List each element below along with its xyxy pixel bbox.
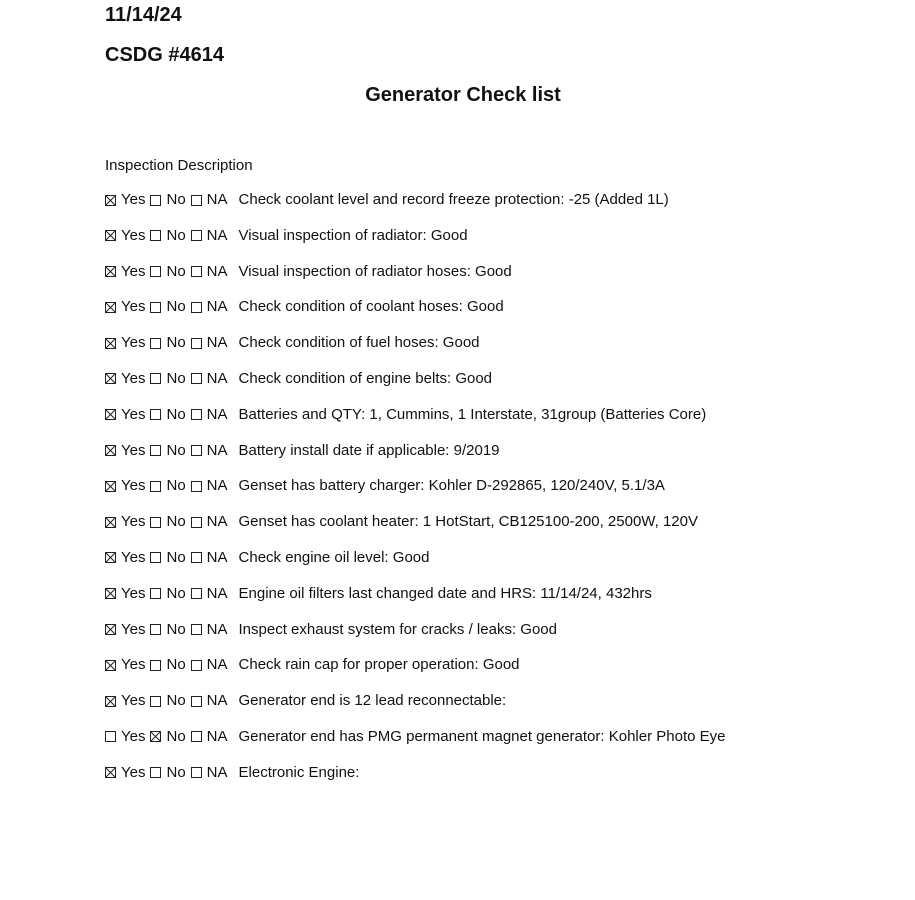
unchecked-box-icon[interactable] bbox=[191, 517, 202, 528]
option-label: No bbox=[166, 620, 186, 638]
checklist-item bbox=[105, 191, 905, 227]
option-label: No bbox=[166, 405, 186, 423]
item-description: Check coolant level and record freeze protection: -25 (Added 1L) bbox=[238, 191, 669, 208]
item-description: Visual inspection of radiator hoses: Good bbox=[238, 262, 512, 280]
option-label: No bbox=[166, 727, 186, 745]
unchecked-box-icon[interactable] bbox=[191, 338, 202, 349]
option-label: Yes bbox=[121, 441, 146, 459]
option-label: Yes bbox=[121, 262, 146, 280]
option-na bbox=[191, 477, 228, 495]
option-no bbox=[150, 513, 185, 531]
unchecked-box-icon[interactable] bbox=[150, 552, 161, 563]
checklist-item bbox=[105, 227, 905, 263]
checked-box-icon[interactable] bbox=[105, 230, 116, 241]
checklist-item bbox=[105, 370, 905, 406]
option-label: No bbox=[166, 191, 186, 208]
option-yes bbox=[105, 692, 145, 710]
option-label: NA bbox=[206, 262, 228, 280]
option-yes bbox=[105, 549, 145, 567]
option-no bbox=[150, 334, 185, 352]
option-label: No bbox=[166, 477, 186, 495]
option-label: NA bbox=[206, 369, 228, 387]
option-label: No bbox=[166, 369, 186, 387]
option-yes bbox=[105, 298, 145, 316]
option-no bbox=[150, 621, 185, 639]
item-description: Check condition of coolant hoses: Good bbox=[238, 298, 504, 316]
item-description: Batteries and QTY: 1, Cummins, 1 Interstate, 31group (Batteries Core) bbox=[238, 405, 707, 423]
option-label: Yes bbox=[121, 191, 146, 208]
option-no bbox=[150, 692, 185, 710]
checked-box-icon[interactable] bbox=[105, 409, 116, 420]
option-label: No bbox=[166, 226, 186, 244]
option-na bbox=[191, 442, 228, 460]
option-label: Yes bbox=[121, 334, 146, 352]
option-yes bbox=[105, 406, 145, 424]
option-yes bbox=[105, 621, 145, 639]
item-description: Electronic Engine: bbox=[238, 763, 360, 781]
option-label: NA bbox=[206, 298, 228, 316]
checked-box-icon[interactable] bbox=[105, 660, 116, 671]
unchecked-box-icon[interactable] bbox=[150, 338, 161, 349]
option-label: NA bbox=[206, 656, 228, 674]
option-label: No bbox=[166, 763, 186, 781]
unchecked-box-icon[interactable] bbox=[191, 660, 202, 671]
checklist-item bbox=[105, 513, 905, 549]
document-date: 11/14/24 bbox=[105, 4, 182, 26]
checklist-item bbox=[105, 406, 905, 442]
option-yes bbox=[105, 334, 145, 352]
item-description: Genset has battery charger: Kohler D-292865, 120/240V, 5.1/3A bbox=[238, 477, 665, 495]
unchecked-box-icon[interactable] bbox=[150, 409, 161, 420]
checked-box-icon[interactable] bbox=[105, 767, 116, 778]
checklist-item bbox=[105, 334, 905, 370]
unchecked-box-icon[interactable] bbox=[191, 588, 202, 599]
unchecked-box-icon[interactable] bbox=[150, 767, 161, 778]
option-yes bbox=[105, 191, 145, 209]
unchecked-box-icon[interactable] bbox=[191, 552, 202, 563]
checklist-item bbox=[105, 442, 905, 478]
checked-box-icon[interactable] bbox=[105, 696, 116, 707]
option-label: NA bbox=[206, 441, 228, 459]
unchecked-box-icon[interactable] bbox=[150, 624, 161, 635]
option-yes bbox=[105, 442, 145, 460]
option-label: NA bbox=[206, 620, 228, 638]
checklist-item bbox=[105, 728, 905, 764]
unchecked-box-icon[interactable] bbox=[191, 624, 202, 635]
section-label: Inspection Description bbox=[105, 157, 253, 174]
item-description: Generator end has PMG permanent magnet generator: Kohler Photo Eye bbox=[238, 727, 726, 745]
option-label: Yes bbox=[121, 727, 146, 745]
checklist-item bbox=[105, 263, 905, 299]
option-label: No bbox=[166, 298, 186, 316]
option-yes bbox=[105, 764, 145, 782]
option-yes bbox=[105, 585, 145, 603]
unchecked-box-icon[interactable] bbox=[150, 445, 161, 456]
option-label: Yes bbox=[121, 513, 146, 531]
unchecked-box-icon[interactable] bbox=[191, 696, 202, 707]
item-description: Inspect exhaust system for cracks / leaks: Good bbox=[238, 620, 557, 638]
option-label: Yes bbox=[121, 620, 146, 638]
option-label: No bbox=[166, 584, 186, 602]
item-description: Visual inspection of radiator: Good bbox=[238, 226, 468, 244]
item-description: Engine oil filters last changed date and HRS: 11/14/24, 432hrs bbox=[238, 584, 652, 602]
unchecked-box-icon[interactable] bbox=[150, 481, 161, 492]
option-na bbox=[191, 764, 228, 782]
option-yes bbox=[105, 513, 145, 531]
option-na bbox=[191, 263, 228, 281]
option-label: NA bbox=[206, 477, 228, 495]
unchecked-box-icon[interactable] bbox=[150, 302, 161, 313]
option-label: Yes bbox=[121, 226, 146, 244]
checklist-item bbox=[105, 621, 905, 657]
unchecked-box-icon[interactable] bbox=[191, 731, 202, 742]
option-na bbox=[191, 621, 228, 639]
option-na bbox=[191, 227, 228, 245]
option-label: No bbox=[166, 513, 186, 531]
checklist-item bbox=[105, 692, 905, 728]
option-yes bbox=[105, 370, 145, 388]
option-label: NA bbox=[206, 191, 228, 208]
checklist-item bbox=[105, 477, 905, 513]
checklist-item bbox=[105, 549, 905, 585]
unchecked-box-icon[interactable] bbox=[150, 588, 161, 599]
option-no bbox=[150, 656, 185, 674]
checked-box-icon[interactable] bbox=[105, 588, 116, 599]
option-no bbox=[150, 370, 185, 388]
option-na bbox=[191, 298, 228, 316]
unchecked-box-icon[interactable] bbox=[191, 445, 202, 456]
checked-box-icon[interactable] bbox=[150, 731, 161, 742]
checked-box-icon[interactable] bbox=[105, 373, 116, 384]
option-label: Yes bbox=[121, 405, 146, 423]
unchecked-box-icon[interactable] bbox=[150, 230, 161, 241]
page-title: Generator Check list bbox=[365, 84, 561, 106]
checklist-item bbox=[105, 656, 905, 692]
option-label: Yes bbox=[121, 477, 146, 495]
option-label: No bbox=[166, 262, 186, 280]
option-label: NA bbox=[206, 584, 228, 602]
checked-box-icon[interactable] bbox=[105, 302, 116, 313]
option-label: NA bbox=[206, 727, 228, 745]
option-yes bbox=[105, 263, 145, 281]
option-yes bbox=[105, 227, 145, 245]
option-label: NA bbox=[206, 548, 228, 566]
document-reference: CSDG #4614 bbox=[105, 44, 224, 66]
option-label: Yes bbox=[121, 656, 146, 674]
option-label: NA bbox=[206, 763, 228, 781]
option-label: No bbox=[166, 334, 186, 352]
option-no bbox=[150, 191, 185, 209]
option-no bbox=[150, 442, 185, 460]
unchecked-box-icon[interactable] bbox=[150, 195, 161, 206]
option-na bbox=[191, 728, 228, 746]
option-label: No bbox=[166, 692, 186, 710]
option-no bbox=[150, 728, 185, 746]
checked-box-icon[interactable] bbox=[105, 338, 116, 349]
option-yes bbox=[105, 656, 145, 674]
item-description: Genset has coolant heater: 1 HotStart, CB125100-200, 2500W, 120V bbox=[238, 513, 698, 531]
option-label: NA bbox=[206, 692, 228, 710]
item-description: Check engine oil level: Good bbox=[238, 548, 430, 566]
option-no bbox=[150, 227, 185, 245]
option-label: NA bbox=[206, 405, 228, 423]
checked-box-icon[interactable] bbox=[105, 195, 116, 206]
option-label: No bbox=[166, 548, 186, 566]
option-label: Yes bbox=[121, 692, 146, 710]
unchecked-box-icon[interactable] bbox=[191, 409, 202, 420]
option-no bbox=[150, 477, 185, 495]
item-description: Check rain cap for proper operation: Good bbox=[238, 656, 520, 674]
option-na bbox=[191, 191, 228, 209]
unchecked-box-icon[interactable] bbox=[191, 230, 202, 241]
unchecked-box-icon[interactable] bbox=[191, 767, 202, 778]
unchecked-box-icon[interactable] bbox=[150, 517, 161, 528]
checked-box-icon[interactable] bbox=[105, 266, 116, 277]
unchecked-box-icon[interactable] bbox=[191, 373, 202, 384]
checklist bbox=[105, 191, 905, 800]
unchecked-box-icon[interactable] bbox=[191, 481, 202, 492]
item-description: Generator end is 12 lead reconnectable: bbox=[238, 692, 507, 710]
option-yes bbox=[105, 728, 145, 746]
checked-box-icon[interactable] bbox=[105, 624, 116, 635]
unchecked-box-icon[interactable] bbox=[150, 266, 161, 277]
checklist-item bbox=[105, 764, 905, 800]
option-na bbox=[191, 370, 228, 388]
option-na bbox=[191, 513, 228, 531]
option-label: No bbox=[166, 441, 186, 459]
option-no bbox=[150, 549, 185, 567]
option-na bbox=[191, 406, 228, 424]
unchecked-box-icon[interactable] bbox=[191, 195, 202, 206]
option-na bbox=[191, 692, 228, 710]
option-no bbox=[150, 298, 185, 316]
option-label: No bbox=[166, 656, 186, 674]
unchecked-box-icon[interactable] bbox=[150, 373, 161, 384]
option-no bbox=[150, 585, 185, 603]
option-label: NA bbox=[206, 226, 228, 244]
checklist-item bbox=[105, 585, 905, 621]
option-na bbox=[191, 585, 228, 603]
option-na bbox=[191, 549, 228, 567]
item-description: Battery install date if applicable: 9/2019 bbox=[238, 441, 500, 459]
unchecked-box-icon[interactable] bbox=[191, 266, 202, 277]
checked-box-icon[interactable] bbox=[105, 552, 116, 563]
option-no bbox=[150, 764, 185, 782]
option-label: Yes bbox=[121, 548, 146, 566]
checked-box-icon[interactable] bbox=[105, 445, 116, 456]
option-no bbox=[150, 406, 185, 424]
item-description: Check condition of engine belts: Good bbox=[238, 369, 493, 387]
unchecked-box-icon[interactable] bbox=[150, 660, 161, 671]
option-label: NA bbox=[206, 334, 228, 352]
checked-box-icon[interactable] bbox=[105, 517, 116, 528]
checked-box-icon[interactable] bbox=[105, 481, 116, 492]
option-label: NA bbox=[206, 513, 228, 531]
option-label: Yes bbox=[121, 584, 146, 602]
option-label: Yes bbox=[121, 763, 146, 781]
option-label: Yes bbox=[121, 369, 146, 387]
item-description: Check condition of fuel hoses: Good bbox=[238, 334, 480, 352]
option-no bbox=[150, 263, 185, 281]
checklist-item bbox=[105, 298, 905, 334]
unchecked-box-icon[interactable] bbox=[150, 696, 161, 707]
unchecked-box-icon[interactable] bbox=[191, 302, 202, 313]
unchecked-box-icon[interactable] bbox=[105, 731, 116, 742]
option-label: Yes bbox=[121, 298, 146, 316]
option-na bbox=[191, 334, 228, 352]
option-na bbox=[191, 656, 228, 674]
option-yes bbox=[105, 477, 145, 495]
